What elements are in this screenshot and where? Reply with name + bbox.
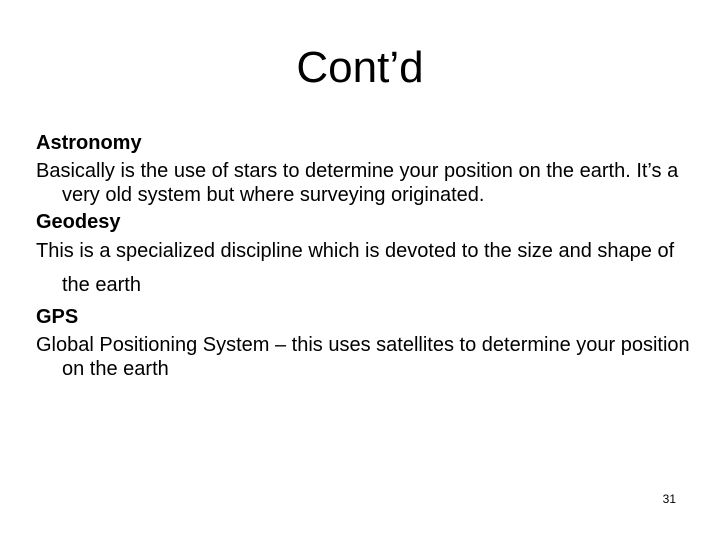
section-text-geodesy: This is a specialized discipline which is devoted to the size and shape of the earth	[36, 240, 675, 296]
section-heading-gps: GPS	[36, 306, 79, 328]
page-number: 31	[662, 492, 676, 506]
section-text-astronomy: Basically is the use of stars to determine your position on the earth. It’s a very old system but where surveying originated.	[36, 160, 679, 206]
slide-content	[36, 128, 696, 381]
section-text-gps: Global Positioning System – this uses satellites to determine your position on the earth	[36, 334, 690, 380]
section-heading-astronomy: Astronomy	[36, 132, 142, 154]
slide-title: Cont’d	[296, 43, 424, 92]
section-heading-geodesy: Geodesy	[36, 211, 121, 233]
